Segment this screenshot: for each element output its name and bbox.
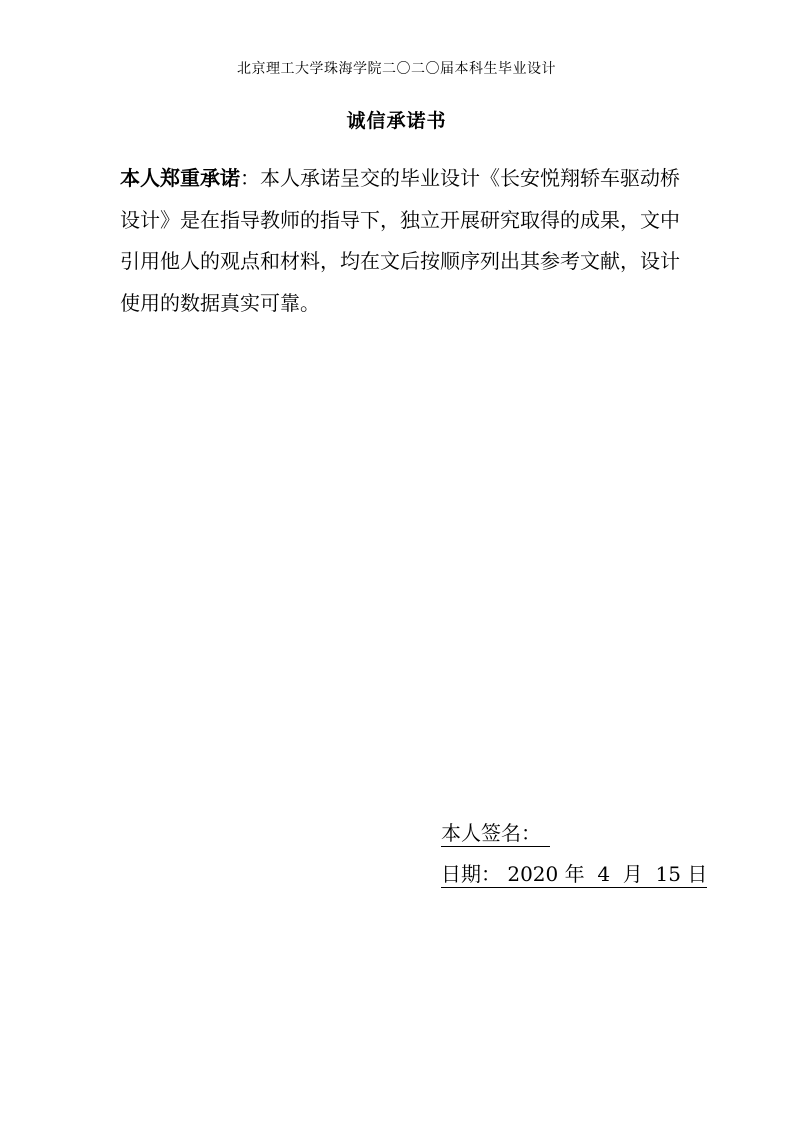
page-title: 诚信承诺书: [346, 110, 447, 132]
date-day-unit: 日: [687, 862, 708, 886]
date-day: 15: [655, 862, 681, 886]
date-month: 4: [597, 862, 611, 886]
pledge-colon: ：: [240, 166, 260, 190]
date-line: [441, 861, 707, 888]
date-year-unit: 年: [564, 862, 585, 886]
signature-line: [441, 820, 550, 847]
page-header: 北京理工大学珠海学院二〇二〇届本科生毕业设计: [237, 61, 556, 77]
date-label: 日期：: [441, 862, 501, 886]
date-year: 2020: [507, 862, 559, 886]
signature-label: 本人签名：: [441, 821, 541, 845]
pledge-body: 本人承诺呈交的毕业设计《长安悦翔轿车驱动桥设计》是在指导教师的指导下，独立开展研究取得的成果，文中引用他人的观点和材料，均在文后按顺序列出其参考文献，设计使用的数据真实可靠。: [120, 166, 680, 315]
pledge-paragraph: [120, 158, 680, 324]
date-month-unit: 月: [622, 862, 643, 886]
pledge-lead: 本人郑重承诺: [120, 166, 240, 190]
